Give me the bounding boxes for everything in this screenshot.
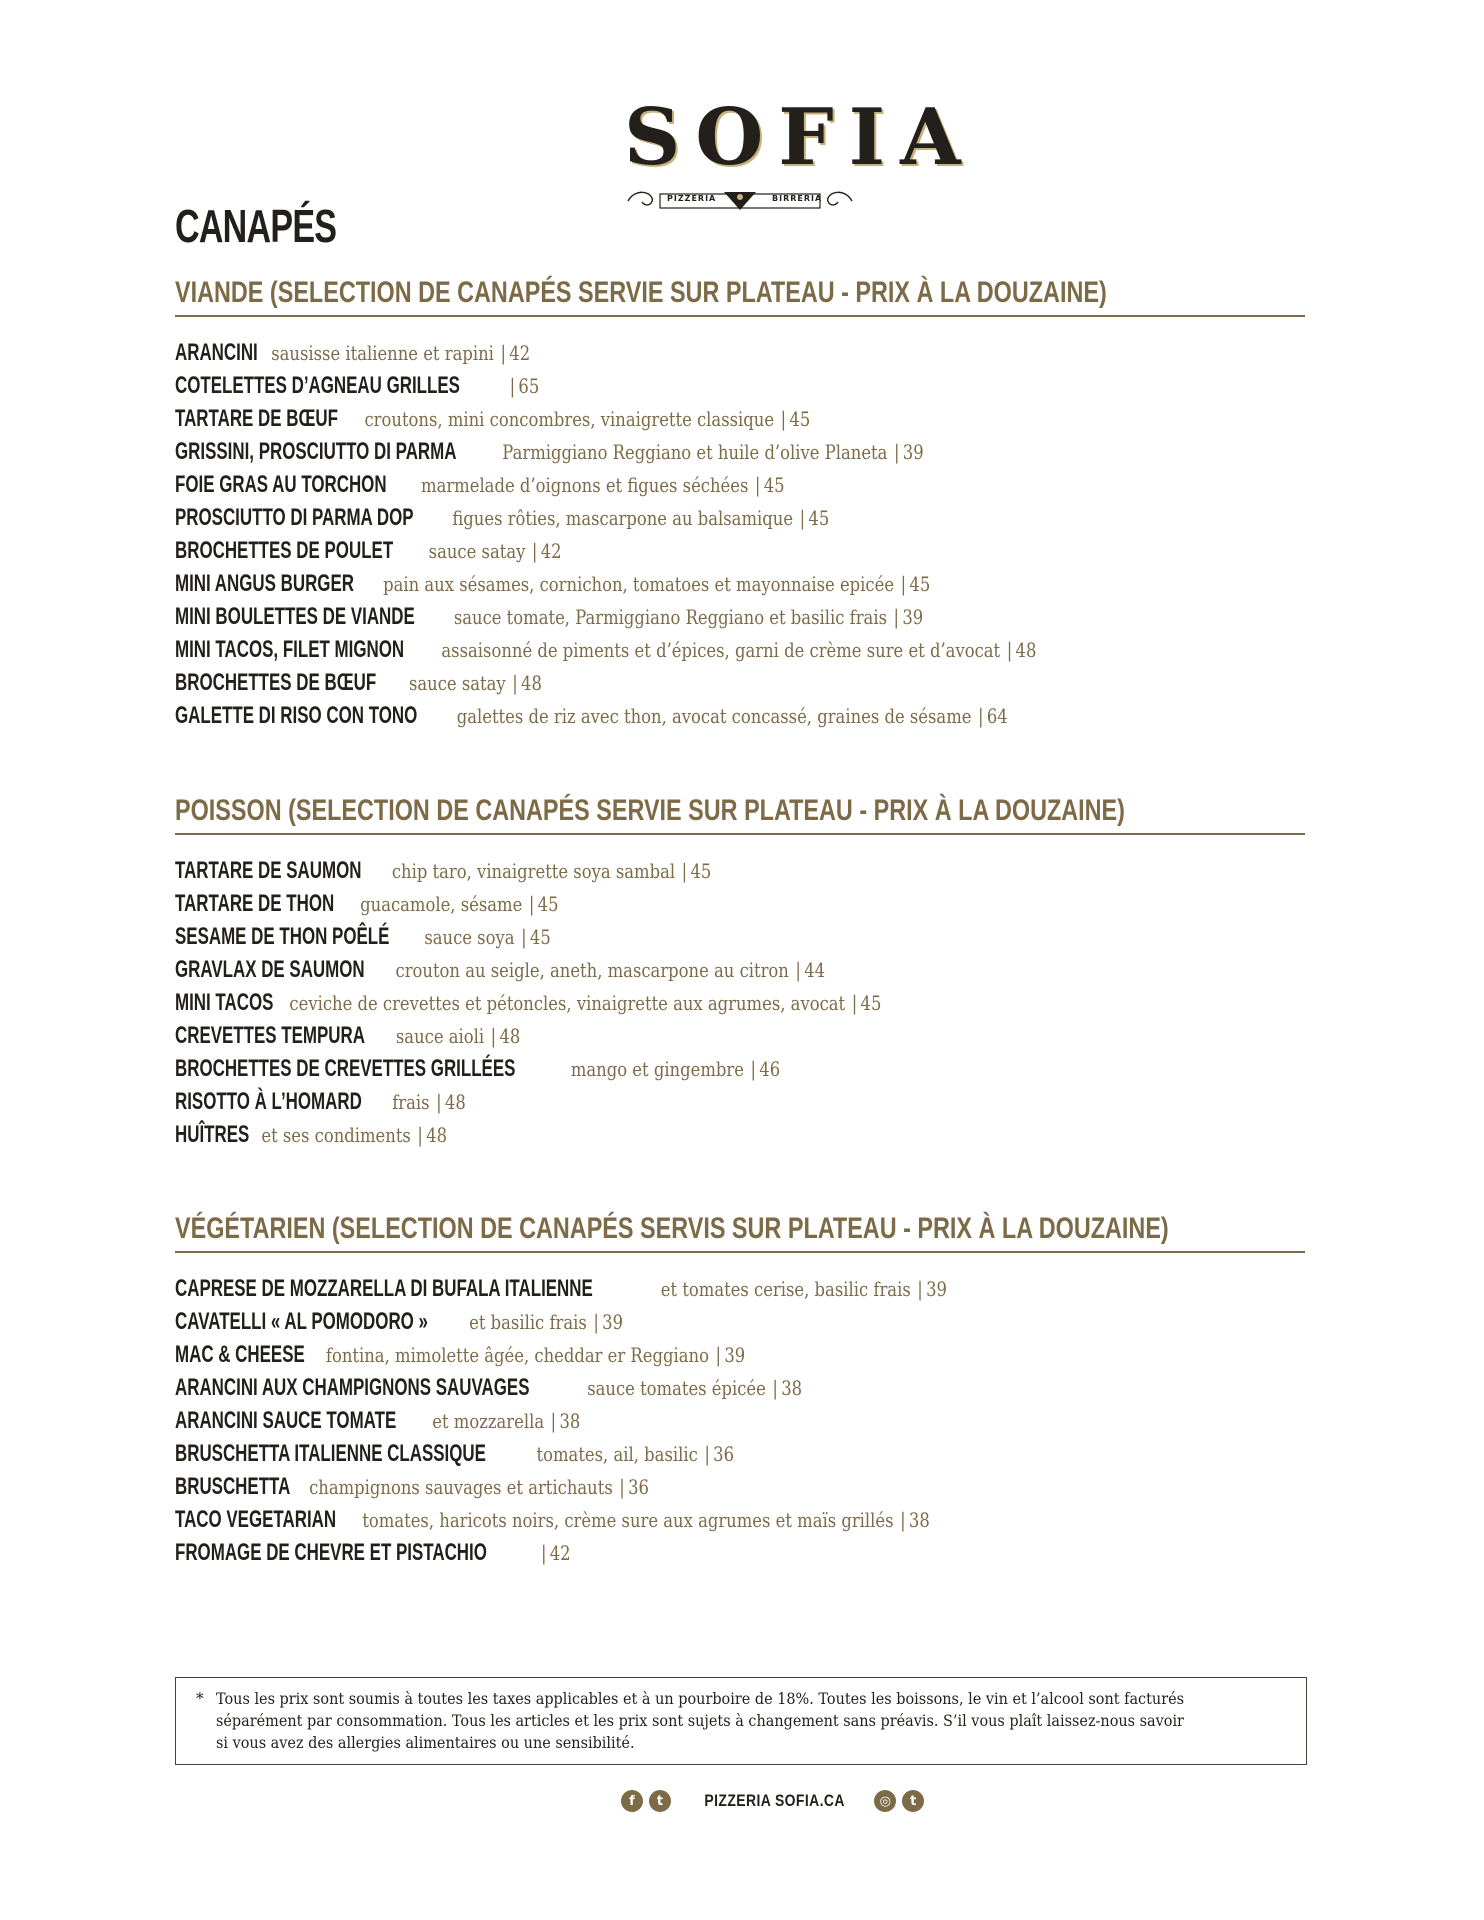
menu-item [175,600,1225,633]
item-price: 48 [1015,638,1037,662]
item-name: TARTARE DE THON [175,890,335,917]
price-separator: | [531,539,538,563]
price-separator: | [851,991,858,1015]
item-description: et basilic frais [469,1310,587,1334]
item-price: 36 [713,1442,735,1466]
item-price: 42 [509,341,531,365]
tumblr-icon[interactable]: t [902,1790,924,1812]
price-separator: | [795,958,801,982]
item-price: 39 [902,605,924,629]
price-separator: | [1006,638,1013,662]
price-separator: | [715,1343,722,1367]
menu-item [175,567,1225,600]
menu-item [175,666,1225,699]
item-price: 45 [537,892,559,916]
item-description: sauce tomates épicée [587,1376,766,1400]
item-name: MINI TACOS, FILET MIGNON [175,636,405,663]
item-description: et tomates cerise, basilic frais [660,1277,911,1301]
item-description: champignons sauvages et artichauts [309,1475,613,1499]
item-name: CAPRESE DE MOZZARELLA DI BUFALA ITALIENNE [175,1275,593,1302]
menu-item [175,1085,1036,1118]
menu-item [175,336,1225,369]
menu-item [175,1118,1036,1151]
item-description: sauce satay [408,671,506,695]
price-separator: | [799,506,806,530]
note-line-2: séparément par consommation. Tous les articles et les prix sont sujets à changement sans préavis. S’il vous plaît laissez-nous savoir [216,1712,1184,1730]
item-price: 36 [628,1475,649,1499]
item-price: 39 [724,1343,746,1367]
item-price: 48 [444,1090,466,1114]
menu-item [175,986,1036,1019]
item-name: GRAVLAX DE SAUMON [175,956,365,983]
item-description: ceviche de crevettes et pétoncles, vinaigrette aux agrumes, avocat [289,991,846,1015]
item-price: 64 [986,704,1008,728]
menu-item [175,854,1036,887]
price-separator: | [893,605,900,629]
menu-item [175,1437,1116,1470]
menu-item [175,1503,1116,1536]
page-title: CANAPÉS [175,200,337,252]
item-name: ARANCINI [175,339,258,366]
item-description: sauce soya [424,925,515,949]
price-separator: | [550,1409,557,1433]
item-description: chip taro, vinaigrette soya sambal [391,859,676,883]
item-price: 45 [763,473,785,497]
menu-item [175,501,1225,534]
price-separator: | [436,1090,442,1114]
price-separator: | [704,1442,710,1466]
menu-item [175,1019,1036,1052]
item-description: fontina, mimolette âgée, cheddar er Reggiano [325,1343,709,1367]
item-name: TARTARE DE BŒUF [175,405,338,432]
item-description: guacamole, sésame [360,892,523,916]
item-price: 44 [804,958,826,982]
note-line-1: Tous les prix sont soumis à toutes les taxes applicables et à un pourboire de 18%. Toutes les boissons, le vin et l’alcool sont facturés [216,1690,1185,1708]
item-description: sauce satay [428,539,526,563]
menu-item [175,1052,1036,1085]
item-price: 45 [690,859,712,883]
item-name: BROCHETTES DE CREVETTES GRILLÉES [175,1055,516,1082]
note-asterisk: * [196,1690,204,1708]
item-name: FOIE GRAS AU TORCHON [175,471,387,498]
item-name: MINI BOULETTES DE VIANDE [175,603,415,630]
item-price: 65 [518,374,540,398]
item-name: BRUSCHETTA [175,1473,291,1500]
item-name: TACO VEGETARIAN [175,1506,337,1533]
banner-word-pizzeria: PIZZERIA [667,194,717,203]
section-divider [175,833,1305,835]
item-price: 45 [909,572,931,596]
price-separator: | [540,1541,547,1565]
item-name: BRUSCHETTA ITALIENNE CLASSIQUE [175,1440,486,1467]
instagram-icon[interactable]: ◎ [874,1790,896,1812]
item-name: FROMAGE DE CHEVRE ET PISTACHIO [175,1539,487,1566]
section-title: VÉGÉTARIEN (SELECTION DE CANAPÉS SERVIS SUR PLATEAU - PRIX À LA DOUZAINE) [175,1212,1169,1245]
social-links [621,1789,930,1813]
menu-item [175,1536,1116,1569]
item-price: 38 [908,1508,930,1532]
item-description: Parmiggiano Reggiano et huile d’olive Planeta [502,440,888,464]
price-separator: | [750,1057,757,1081]
price-separator: | [900,572,907,596]
item-name: ARANCINI SAUCE TOMATE [175,1407,397,1434]
item-description: tomates, haricots noirs, crème sure aux agrumes et maïs grillés [362,1508,894,1532]
price-separator: | [490,1024,497,1048]
item-description: crouton au seigle, aneth, mascarpone au citron [395,958,789,982]
price-separator: | [500,341,507,365]
logo-banner [624,188,856,214]
item-price: 39 [902,440,924,464]
menu-item [175,953,1036,986]
section-title: VIANDE (SELECTION DE CANAPÉS SERVIE SUR PLATEAU - PRIX À LA DOUZAINE) [175,276,1107,309]
price-separator: | [619,1475,625,1499]
item-description: sauce tomate, Parmiggiano Reggiano et basilic frais [453,605,887,629]
item-description: galettes de riz avec thon, avocat concassé, graines de sésame [456,704,972,728]
price-separator: | [509,374,516,398]
item-list [175,336,1225,732]
price-separator: | [978,704,984,728]
note-line-3: si vous avez des allergies alimentaires ou une sensibilité. [216,1734,635,1752]
item-price: 45 [860,991,882,1015]
item-name: RISOTTO À L’HOMARD [175,1088,362,1115]
item-name: MINI TACOS [175,989,274,1016]
item-name: MAC & CHEESE [175,1341,305,1368]
item-name: BROCHETTES DE BŒUF [175,669,377,696]
menu-item [175,1272,1116,1305]
item-price: 42 [540,539,562,563]
price-separator: | [917,1277,923,1301]
item-name: SESAME DE THON POÊLÉ [175,923,390,950]
section-poisson [175,793,1305,1148]
menu-item [175,402,1225,435]
item-price: 38 [559,1409,581,1433]
item-price: 39 [602,1310,624,1334]
item-list [175,1272,1116,1569]
price-separator: | [528,892,535,916]
item-price: 46 [759,1057,781,1081]
menu-item [175,920,1036,953]
item-name: HUÎTRES [175,1121,250,1148]
section-divider [175,315,1305,317]
item-name: MINI ANGUS BURGER [175,570,354,597]
menu-item [175,1305,1116,1338]
item-name: CREVETTES TEMPURA [175,1022,365,1049]
item-price: 42 [549,1541,571,1565]
item-name: PROSCIUTTO DI PARMA DOP [175,504,414,531]
menu-item [175,1371,1116,1404]
price-separator: | [417,1123,423,1147]
item-price: 38 [781,1376,803,1400]
menu-item [175,1404,1116,1437]
item-name: GALETTE DI RISO CON TONO [175,702,418,729]
facebook-icon[interactable]: f [621,1790,643,1812]
menu-item [175,369,1225,402]
price-separator: | [780,407,787,431]
section-title: POISSON (SELECTION DE CANAPÉS SERVIE SUR PLATEAU - PRIX À LA DOUZAINE) [175,794,1125,827]
item-description: tomates, ail, basilic [536,1442,698,1466]
price-separator: | [900,1508,906,1532]
item-name: BROCHETTES DE POULET [175,537,394,564]
item-name: COTELETTES D’AGNEAU GRILLES [175,372,460,399]
price-separator: | [681,859,688,883]
menu-item [175,468,1225,501]
item-description: sausisse italienne et rapini [271,341,494,365]
pricing-note [175,1677,1307,1765]
menu-item [175,633,1225,666]
menu-item [175,699,1225,732]
item-description: croutons, mini concombres, vinaigrette classique [364,407,775,431]
menu-item [175,1338,1116,1371]
item-description: sauce aioli [395,1024,485,1048]
item-price: 48 [521,671,542,695]
sofia-logo [610,92,976,216]
item-description: et mozzarella [432,1409,545,1433]
item-price: 48 [499,1024,521,1048]
item-price: 48 [426,1123,448,1147]
menu-item [175,1470,1116,1503]
price-separator: | [512,671,518,695]
website-link[interactable]: PIZZERIA SOFIA.CA [704,1791,845,1810]
price-separator: | [521,925,527,949]
item-price: 39 [926,1277,947,1301]
item-price: 45 [789,407,811,431]
menu-item [175,887,1036,920]
price-separator: | [754,473,761,497]
item-description: et ses condiments [261,1123,411,1147]
section-viande [175,275,1305,729]
item-name: ARANCINI AUX CHAMPIGNONS SAUVAGES [175,1374,530,1401]
price-separator: | [893,440,900,464]
item-description: figues rôties, mascarpone au balsamique [452,506,794,530]
price-separator: | [772,1376,778,1400]
item-description: pain aux sésames, cornichon, tomatoes et mayonnaise epicée [383,572,895,596]
logo-wordmark: SOFIA [624,92,976,183]
twitter-icon[interactable]: t [649,1790,671,1812]
item-name: GRISSINI, PROSCIUTTO DI PARMA [175,438,457,465]
price-separator: | [593,1310,599,1334]
menu-item [175,534,1225,567]
section-divider [175,1251,1305,1253]
item-name: TARTARE DE SAUMON [175,857,362,884]
menu-item [175,435,1225,468]
item-list [175,854,1036,1151]
item-price: 45 [808,506,830,530]
section-vegetarien [175,1211,1305,1566]
item-description: frais [392,1090,430,1114]
item-name: CAVATELLI « AL POMODORO » [175,1308,428,1335]
item-description: mango et gingembre [570,1057,744,1081]
item-description: assaisonné de piments et d’épices, garni de crème sure et d’avocat [441,638,1001,662]
item-price: 45 [529,925,551,949]
item-description: marmelade d’oignons et figues séchées [421,473,749,497]
banner-word-birreria: BIRRERIA [772,194,823,203]
